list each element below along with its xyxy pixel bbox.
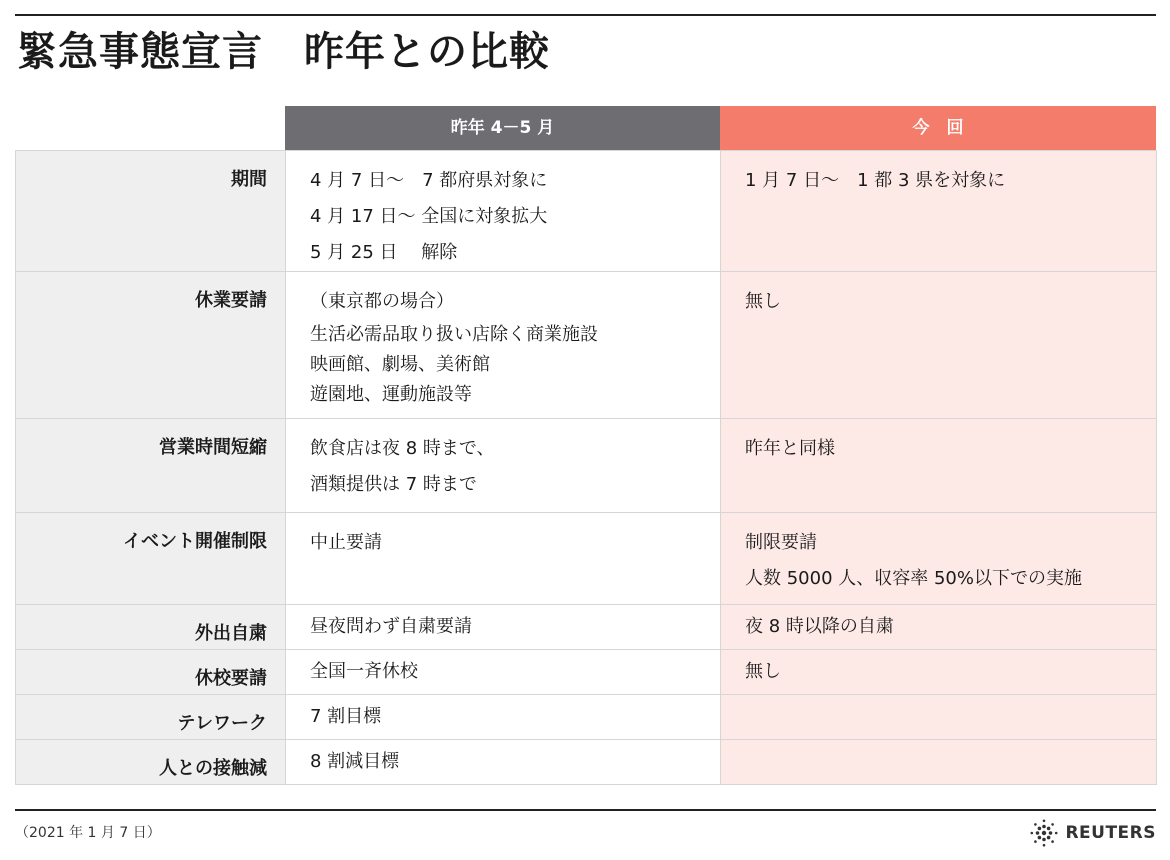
page-title: 緊急事態宣言 昨年との比較 [17, 29, 550, 75]
cell-last-year [286, 513, 721, 605]
cell-current [721, 151, 1157, 272]
cell-line: 5 月 25 日 解除 [310, 242, 458, 263]
cell-line: 7 割目標 [310, 706, 382, 727]
cell-line: 8 割減目標 [310, 751, 400, 772]
table-row [16, 272, 1157, 419]
cell-line: 昨年と同様 [745, 438, 835, 459]
table-row [16, 151, 1157, 272]
cell-line: 昼夜問わず自粛要請 [310, 616, 472, 637]
cell-last-year [286, 650, 721, 695]
cell-line: 4 月 7 日～ 7 都府県対象に [310, 170, 548, 191]
cell-current [721, 513, 1157, 605]
cell-current [721, 605, 1157, 650]
reuters-dots-icon [1029, 818, 1059, 848]
row-label: テレワーク [16, 695, 286, 740]
row-label: 期間 [16, 151, 286, 272]
row-label: 休業要請 [16, 272, 286, 419]
cell-current [721, 419, 1157, 513]
bottom-rule [15, 809, 1156, 811]
table-row [16, 605, 1157, 650]
row-label: 営業時間短縮 [16, 419, 286, 513]
cell-current [721, 740, 1157, 785]
date-note: （2021 年 1 月 7 日） [15, 825, 161, 841]
reuters-logo [1029, 818, 1156, 848]
cell-last-year [286, 695, 721, 740]
cell-line: 全国一斉休校 [310, 661, 418, 682]
cell-last-year [286, 151, 721, 272]
cell-line: 4 月 17 日～ 全国に対象拡大 [310, 206, 548, 227]
table-row [16, 419, 1157, 513]
row-label: イベント開催制限 [16, 513, 286, 605]
cell-line: 夜 8 時以降の自粛 [745, 616, 894, 637]
cell-line: （東京都の場合） [310, 291, 454, 312]
cell-last-year [286, 419, 721, 513]
table-row [16, 650, 1157, 695]
row-label: 休校要請 [16, 650, 286, 695]
table-row [16, 740, 1157, 785]
cell-line: 無し [745, 291, 781, 312]
row-label: 人との接触減 [16, 740, 286, 785]
reuters-wordmark: REUTERS [1065, 823, 1156, 843]
cell-line: 遊園地、運動施設等 [310, 384, 472, 405]
table-row [16, 695, 1157, 740]
cell-line: 制限要請 [745, 532, 817, 553]
cell-line: 酒類提供は 7 時まで [310, 474, 477, 495]
cell-line: 中止要請 [310, 532, 382, 553]
cell-last-year [286, 272, 721, 419]
comparison-table [15, 150, 1157, 785]
cell-line: 映画館、劇場、美術館 [310, 354, 490, 375]
cell-line: 生活必需品取り扱い店除く商業施設 [310, 324, 598, 345]
cell-line: 無し [745, 661, 781, 682]
cell-line: 1 月 7 日～ 1 都 3 県を対象に [745, 170, 1006, 191]
cell-line: 人数 5000 人、収容率 50%以下での実施 [745, 568, 1082, 589]
top-rule [15, 14, 1156, 16]
cell-last-year [286, 740, 721, 785]
column-header-last-year: 昨年 4－5 月 [285, 106, 720, 150]
cell-current [721, 695, 1157, 740]
column-header-current: 今 回 [720, 106, 1156, 150]
cell-current [721, 272, 1157, 419]
cell-line: 飲食店は夜 8 時まで、 [310, 438, 495, 459]
cell-last-year [286, 605, 721, 650]
cell-current [721, 650, 1157, 695]
table-row [16, 513, 1157, 605]
row-label: 外出自粛 [16, 605, 286, 650]
